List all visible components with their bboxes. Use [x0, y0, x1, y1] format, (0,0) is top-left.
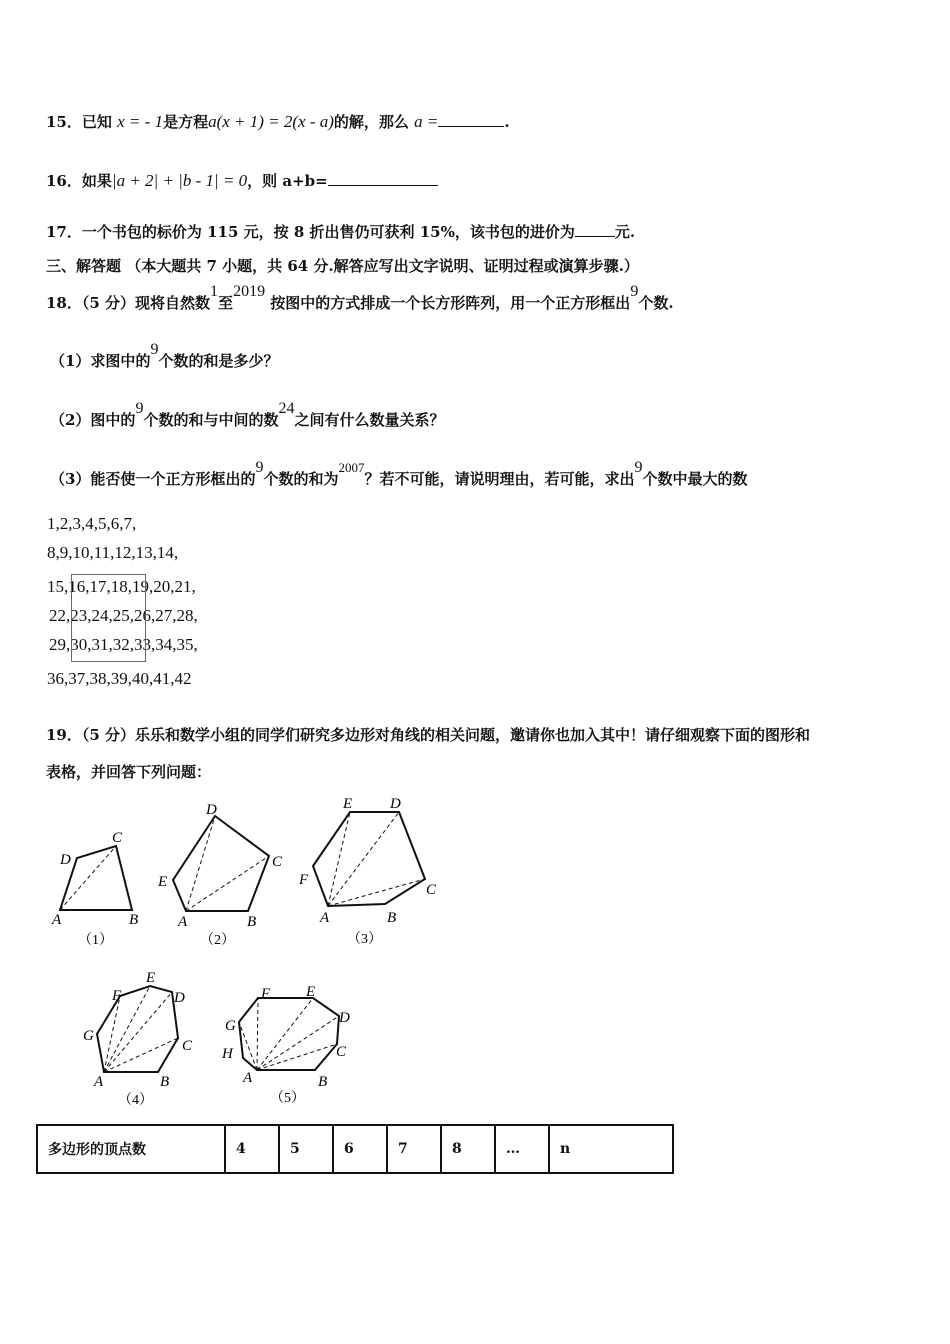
answer-blank	[438, 126, 504, 127]
svg-text:（2）: （2）	[200, 933, 235, 948]
selection-square-frame	[71, 574, 146, 662]
svg-text:C: C	[182, 1038, 193, 1054]
svg-text:（3）: （3）	[347, 932, 382, 947]
table-cell: 6	[333, 1125, 387, 1173]
svg-text:A: A	[94, 1074, 104, 1090]
number-row-2: 8,9,10,11,12,13,14,	[47, 543, 179, 562]
figure-pentagon	[150, 798, 300, 950]
svg-text:C: C	[272, 854, 283, 870]
svg-text:E: E	[158, 874, 168, 890]
svg-text:C: C	[336, 1044, 347, 1060]
svg-text:B: B	[387, 910, 397, 926]
question-19-line-1: 19．（5 分）乐乐和数学小组的同学们研究多边形对角线的相关问题，邀请你也加入其中！请仔细观察下面的图形和	[46, 726, 811, 744]
svg-text:A: A	[320, 910, 330, 926]
svg-text:C: C	[426, 882, 437, 898]
vertices-table	[36, 1124, 674, 1174]
svg-text:E: E	[343, 796, 353, 812]
svg-text:F: F	[299, 872, 309, 888]
question-18-part-3: （3）能否使一个正方形框出的9个数的和为2007？若不可能，请说明理由，若可能，求出9个数中最大的数	[50, 459, 748, 488]
svg-text:F: F	[261, 986, 271, 1002]
svg-text:G: G	[225, 1018, 236, 1034]
svg-text:G: G	[83, 1028, 94, 1044]
svg-text:D: D	[174, 990, 185, 1006]
question-16: 16．如果|a + 2| + |b - 1| = 0，则 a+b=	[46, 170, 438, 191]
table-row	[37, 1125, 673, 1173]
number-row-3: 15,16,17,18,19,20,21,	[47, 577, 196, 596]
svg-text:B: B	[160, 1074, 170, 1090]
question-18-part-2: （2）图中的9个数的和与中间的数24之间有什么数量关系？	[50, 400, 445, 429]
svg-text:B: B	[247, 914, 257, 930]
table-header-cell: 多边形的顶点数	[37, 1125, 225, 1173]
math-abs-condition: |a + 2| + |b - 1| = 0	[111, 171, 248, 190]
question-18: 18．（5 分）现将自然数1至2019 按图中的方式排成一个长方形阵列，用一个正方形框出9个数.	[46, 283, 674, 312]
svg-text:C: C	[112, 830, 123, 846]
number-row-6: 36,37,38,39,40,41,42	[47, 669, 192, 688]
svg-text:D: D	[390, 796, 401, 812]
table-cell: 4	[225, 1125, 279, 1173]
svg-text:（1）: （1）	[78, 933, 113, 948]
figure-quadrilateral	[40, 820, 160, 950]
table-cell: 8	[441, 1125, 495, 1173]
svg-text:D: D	[339, 1010, 350, 1026]
figure-heptagon	[80, 968, 220, 1110]
section-heading: 三、解答题 （本大题共 7 小题，共 64 分.解答应写出文字说明、证明过程或演算步骤.）	[46, 257, 639, 275]
table-cell: 5	[279, 1125, 333, 1173]
svg-text:B: B	[129, 912, 139, 928]
question-17: 17．一个书包的标价为 115 元，按 8 折出售仍可获利 15%，该书包的进价为 元.	[46, 223, 636, 241]
figure-hexagon	[295, 792, 445, 950]
answer-blank	[575, 236, 615, 237]
svg-text:（4）: （4）	[118, 1093, 153, 1108]
question-19-line-2: 表格，并回答下列问题：	[46, 763, 212, 781]
svg-text:D: D	[206, 802, 217, 818]
number-row-1: 1,2,3,4,5,6,7,	[47, 514, 137, 533]
number-row-4: 22,23,24,25,26,27,28,	[49, 606, 198, 625]
math-x-equals: x = - 1	[117, 112, 164, 131]
table-cell: n	[549, 1125, 673, 1173]
table-cell: 7	[387, 1125, 441, 1173]
answer-blank	[328, 185, 438, 186]
svg-text:B: B	[318, 1074, 328, 1090]
svg-text:D: D	[60, 852, 71, 868]
svg-text:E: E	[146, 970, 156, 986]
svg-text:A: A	[52, 912, 62, 928]
math-a: a =	[414, 112, 439, 131]
svg-text:F: F	[112, 988, 122, 1004]
figure-octagon	[215, 978, 365, 1110]
question-18-part-1: （1）求图中的9个数的和是多少？	[50, 341, 279, 370]
table-cell: …	[495, 1125, 549, 1173]
svg-text:E: E	[306, 984, 316, 1000]
svg-text:（5）: （5）	[270, 1091, 305, 1106]
math-equation: a(x + 1) = 2(x - a)	[208, 112, 334, 131]
number-row-5: 29,30,31,32,33,34,35,	[49, 635, 198, 654]
svg-text:A: A	[243, 1070, 253, 1086]
svg-text:A: A	[178, 914, 188, 930]
question-15: 15．已知 x = - 1是方程a(x + 1) = 2(x - a)的解，那么 a = .	[46, 112, 510, 131]
svg-text:H: H	[222, 1046, 233, 1062]
